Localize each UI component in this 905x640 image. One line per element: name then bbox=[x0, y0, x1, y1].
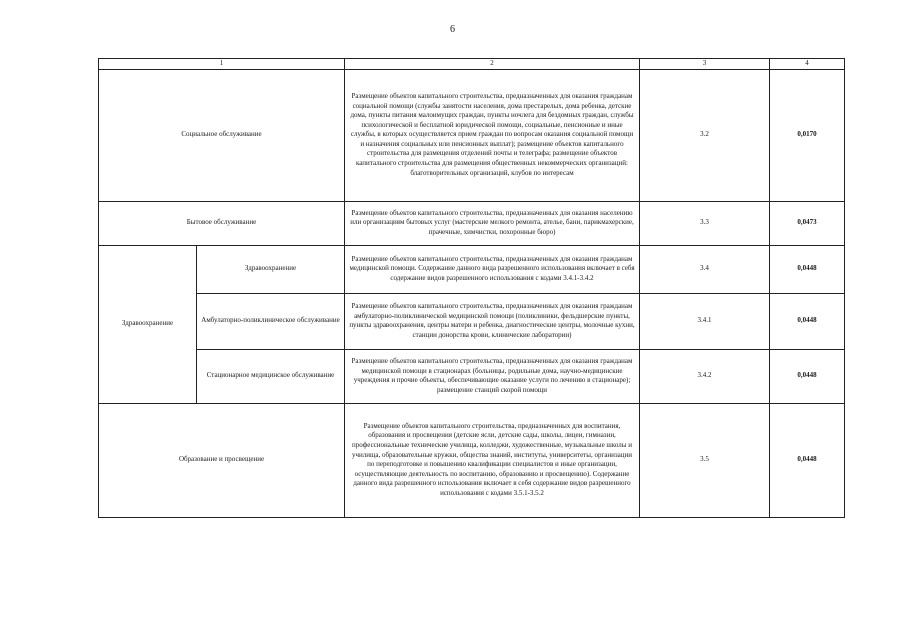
row-code-social-service: 3.2 bbox=[640, 69, 770, 201]
table-row bbox=[99, 201, 845, 245]
table-row bbox=[99, 69, 845, 201]
subrow-name-outpatient: Амбулаторно-поликлиническое обслуживание bbox=[197, 293, 345, 349]
subrow-name-healthcare: Здравоохранение bbox=[197, 245, 345, 293]
table-row bbox=[99, 349, 845, 403]
subrow-code-inpatient: 3.4.2 bbox=[640, 349, 770, 403]
row-value-education: 0,0448 bbox=[770, 403, 845, 517]
row-code-education: 3.5 bbox=[640, 403, 770, 517]
subrow-code-healthcare: 3.4 bbox=[640, 245, 770, 293]
row-code-household-service: 3.3 bbox=[640, 201, 770, 245]
subrow-value-outpatient: 0,0448 bbox=[770, 293, 845, 349]
subrow-name-inpatient: Стационарное медицинское обслуживание bbox=[197, 349, 345, 403]
row-name-household-service: Бытовое обслуживание bbox=[99, 201, 345, 245]
row-value-social-service: 0,0170 bbox=[770, 69, 845, 201]
subrow-description-outpatient: Размещение объектов капитального строительства, предназначенных для оказания гражданам амбулаторно-поликлинической медицинской помощи (поликлиники, фельдшерские пункты, пункты здравоохранения, центры матери и ребенка, диагностические центры, молочные кухни, станции донорства крови, клинические лаборатории) bbox=[345, 293, 640, 349]
row-name-education: Образование и просвещение bbox=[99, 403, 345, 517]
subrow-value-healthcare: 0,0448 bbox=[770, 245, 845, 293]
group-name-healthcare: Здравоохранение bbox=[99, 245, 197, 403]
table-row bbox=[99, 245, 845, 293]
table-row bbox=[99, 293, 845, 349]
subrow-code-outpatient: 3.4.1 bbox=[640, 293, 770, 349]
header-cell-2: 2 bbox=[345, 59, 640, 70]
land-use-table bbox=[98, 58, 845, 518]
row-name-social-service: Социальное обслуживание bbox=[99, 69, 345, 201]
subrow-value-inpatient: 0,0448 bbox=[770, 349, 845, 403]
row-description-education: Размещение объектов капитального строительства, предназначенных для воспитания, образования и просвещения (детские ясли, детские сады, школы, лицеи, гимназии, профессиональные технические училища, колледжи, художественные, музыкальные школы и училища, образовательные кружки, общества знаний, институты, университеты, организации по переподготовке и повышению квалификации специалистов и иные организации, осуществляющие деятельность по воспитанию, образованию и просвещению). Содержание данного вида разрешенного использования включает в себя содержание видов разрешенного использования с кодами 3.5.1-3.5.2 bbox=[345, 403, 640, 517]
row-description-social-service: Размещение объектов капитального строительства, предназначенных для оказания гражданам социальной помощи (службы занятости населения, дома престарелых, дома ребенка, детские дома, пункты питания малоимущих граждан, пункты ночлега для бездомных граждан, службы психологической и бесплатной юридической помощи, социальные, пенсионные и иные службы, в которых осуществляется прием граждан по вопросам оказания социальной помощи и назначения социальных или пенсионных выплат); размещение объектов капитального строительства для размещения отделений почты и телеграфа; размещение объектов капитального строительства для размещения общественных некоммерческих организаций: благотворительных организаций, клубов по интересам bbox=[345, 69, 640, 201]
header-cell-3: 3 bbox=[640, 59, 770, 70]
land-use-table-wrapper bbox=[98, 58, 844, 518]
header-row bbox=[99, 59, 845, 70]
subrow-description-healthcare: Размещение объектов капитального строительства, предназначенных для оказания гражданам медицинской помощи. Содержание данного вида разрешенного использования включает в себя содержание видов разрешенного использования с кодами 3.4.1-3.4.2 bbox=[345, 245, 640, 293]
header-cell-4: 4 bbox=[770, 59, 845, 70]
row-description-household-service: Размещение объектов капитального строительства, предназначенных для оказания населению или организациям бытовых услуг (мастерские мелкого ремонта, ателье, бани, парикмахерские, прачечные, химчистки, похоронные бюро) bbox=[345, 201, 640, 245]
subrow-description-inpatient: Размещение объектов капитального строительства, предназначенных для оказания гражданам медицинской помощи в стационарах (больницы, родильные дома, научно-медицинские учреждения и прочие объекты, обеспечивающие оказание услуги по лечению в стационаре); размещение станций скорой помощи bbox=[345, 349, 640, 403]
page-number: 6 bbox=[450, 24, 455, 35]
header-cell-1: 1 bbox=[99, 59, 345, 70]
row-value-household-service: 0,0473 bbox=[770, 201, 845, 245]
table-row bbox=[99, 403, 845, 517]
